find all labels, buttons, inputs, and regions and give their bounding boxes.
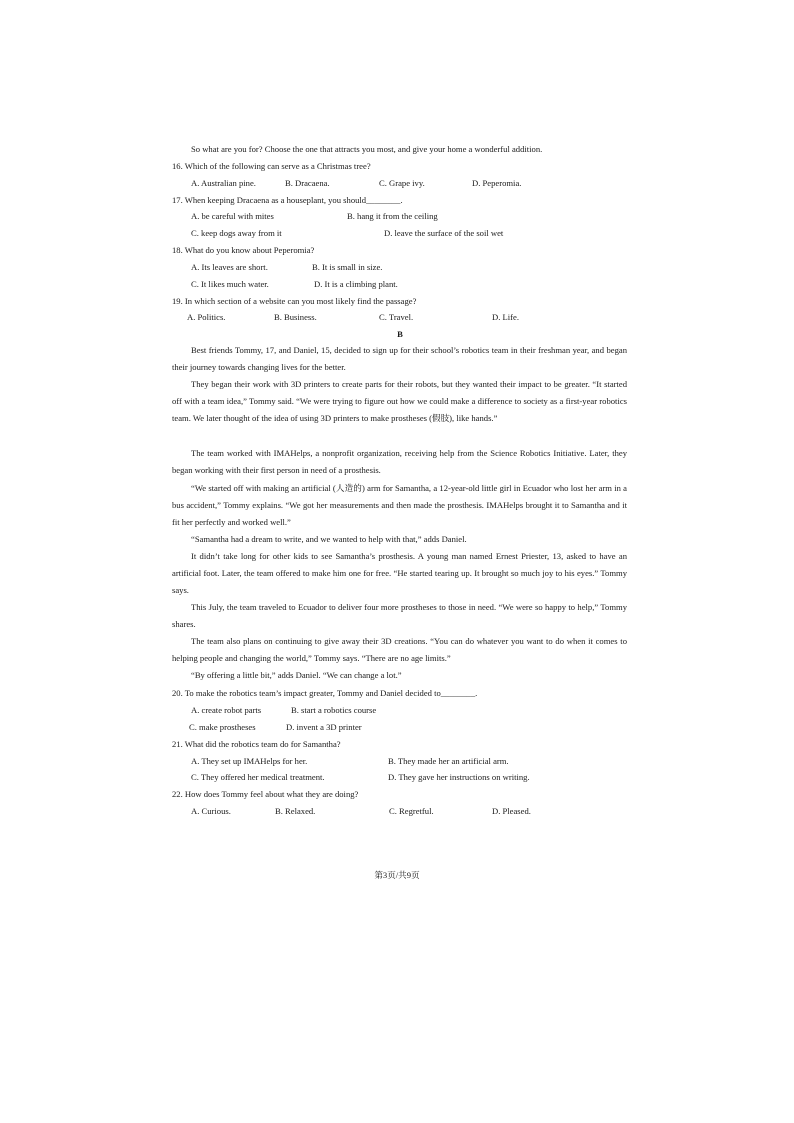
passage-b-paragraph-6: It didn’t take long for other kids to see Samantha’s prosthesis. A young man named Ernest Priester, 13, asked to have an artificial foot. Later, the team offered to make him one for free. “He started tearing up. It brought so much joy to his eyes.” Tommy says. xyxy=(172,551,627,596)
question-16-stem: 16. Which of the following can serve as a Christmas tree? xyxy=(172,161,371,171)
intro-line: So what are you for? Choose the one that attracts you most, and give your home a wonderful addition. xyxy=(191,144,543,154)
q16-option-a: A. Australian pine. xyxy=(191,178,256,188)
passage-b-paragraph-5: “Samantha had a dream to write, and we wanted to help with that,” adds Daniel. xyxy=(191,534,467,544)
passage-b-paragraph-8: The team also plans on continuing to give away their 3D creations. “You can do whatever you want to do when it comes to helping people and changing the world,” Tommy says. “There are no age limits.” xyxy=(172,636,627,664)
passage-b-paragraph-3: The team worked with IMAHelps, a nonprofit organization, receiving help from the Science Robotics Initiative. Later, they began working with their first person in need of a prosthesis. xyxy=(172,448,627,476)
q19-option-d: D. Life. xyxy=(492,312,519,322)
question-20-stem: 20. To make the robotics team’s impact greater, Tommy and Daniel decided to________. xyxy=(172,688,478,698)
q18-option-d: D. It is a climbing plant. xyxy=(314,279,398,289)
q21-option-d: D. They gave her instructions on writing. xyxy=(388,772,530,782)
q17-option-b: B. hang it from the ceiling xyxy=(347,211,438,221)
page-number-footer: 第3页/共9页 xyxy=(374,870,420,880)
q20-option-c: C. make prostheses xyxy=(189,722,256,732)
q16-option-b: B. Dracaena. xyxy=(285,178,330,188)
question-18-stem: 18. What do you know about Peperomia? xyxy=(172,245,315,255)
q21-option-b: B. They made her an artificial arm. xyxy=(388,756,509,766)
question-21-stem: 21. What did the robotics team do for Samantha? xyxy=(172,739,341,749)
q16-option-d: D. Peperomia. xyxy=(472,178,522,188)
q21-option-a: A. They set up IMAHelps for her. xyxy=(191,756,308,766)
question-19-stem: 19. In which section of a website can you most likely find the passage? xyxy=(172,296,417,306)
passage-b-paragraph-9: “By offering a little bit,” adds Daniel. “We can change a lot.” xyxy=(191,670,402,680)
question-22-stem: 22. How does Tommy feel about what they are doing? xyxy=(172,789,359,799)
passage-b-paragraph-1: Best friends Tommy, 17, and Daniel, 15, decided to sign up for their school’s robotics team in their freshman year, and began their journey towards changing lives for the better. xyxy=(172,345,627,373)
passage-b-paragraph-2: They began their work with 3D printers to create parts for their robots, but they wanted their impact to be greater. “It started off with a team idea,” Tommy said. “We were trying to figure out how we could make a difference to society as a first-year robotics team. We later thought of the idea of using 3D printers to make prostheses (假肢), like hands.” xyxy=(172,379,627,424)
q19-option-b: B. Business. xyxy=(274,312,317,322)
q22-option-d: D. Pleased. xyxy=(492,806,531,816)
passage-b-paragraph-4: “We started off with making an artificial (人造的) arm for Samantha, a 12-year-old little girl in Ecuador who lost her arm in a bus accident,” Tommy explains. “We got her measurements and then made the prosthesis. IMAHelps brought it to Samantha and it fit her perfectly and worked well.” xyxy=(172,483,627,528)
q21-option-c: C. They offered her medical treatment. xyxy=(191,772,325,782)
q22-option-c: C. Regretful. xyxy=(389,806,434,816)
q17-option-c: C. keep dogs away from it xyxy=(191,228,282,238)
q18-option-c: C. It likes much water. xyxy=(191,279,269,289)
q19-option-a: A. Politics. xyxy=(187,312,226,322)
q17-option-d: D. leave the surface of the soil wet xyxy=(384,228,504,238)
q17-option-a: A. be careful with mites xyxy=(191,211,274,221)
q18-option-a: A. Its leaves are short. xyxy=(191,262,268,272)
q16-option-c: C. Grape ivy. xyxy=(379,178,425,188)
q19-option-c: C. Travel. xyxy=(379,312,414,322)
q20-option-b: B. start a robotics course xyxy=(291,705,377,715)
q20-option-a: A. create robot parts xyxy=(191,705,262,715)
q22-option-b: B. Relaxed. xyxy=(275,806,316,816)
question-17-stem: 17. When keeping Dracaena as a houseplant, you should________. xyxy=(172,195,403,205)
q20-option-d: D. invent a 3D printer xyxy=(286,722,362,732)
section-b-heading: B xyxy=(397,329,403,339)
q22-option-a: A. Curious. xyxy=(191,806,231,816)
q18-option-b: B. It is small in size. xyxy=(312,262,383,272)
passage-b-paragraph-7: This July, the team traveled to Ecuador to deliver four more prostheses to those in need. “We were so happy to help,” Tommy shares. xyxy=(172,602,627,630)
